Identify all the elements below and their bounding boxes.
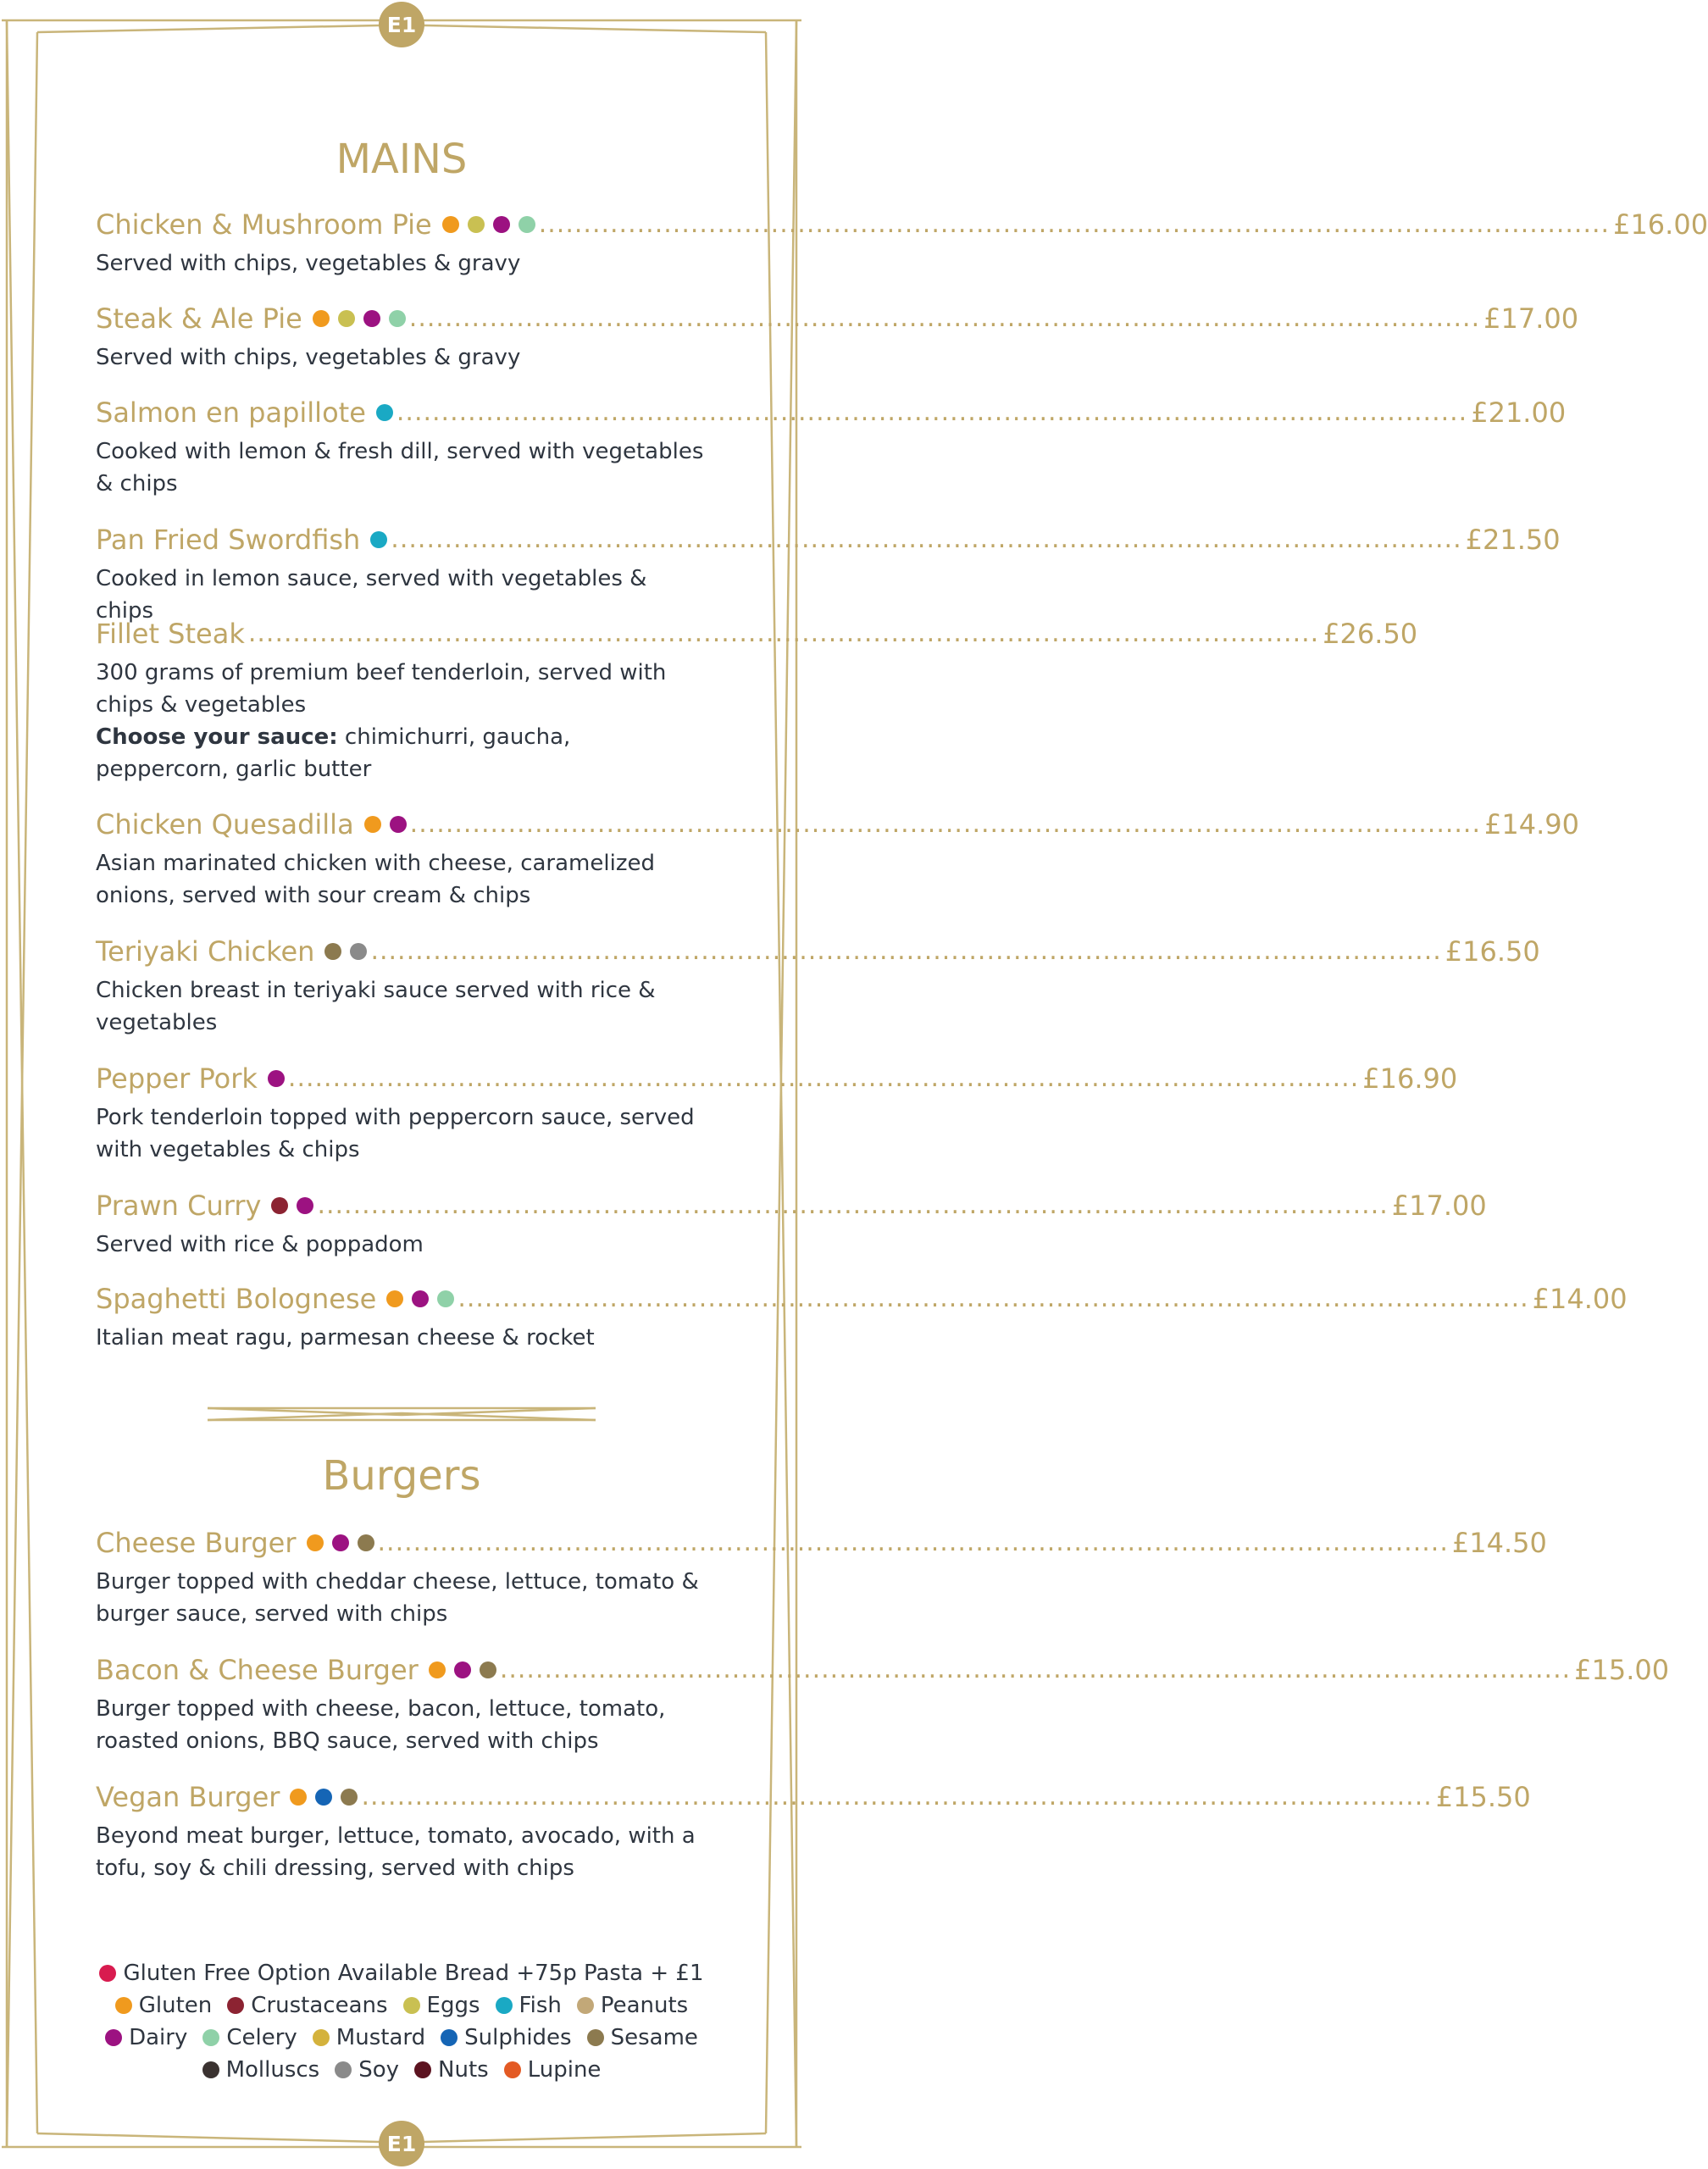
sauce-choice: [96, 721, 706, 785]
menu-item-header: [96, 207, 1708, 242]
sauce-choice-options: chimichurri, gaucha, peppercorn, garlic butter: [96, 724, 571, 782]
dot-leader: ........................................................................................................................: [408, 303, 1481, 333]
allergen-dot-icon: [364, 816, 381, 833]
menu-item-header: [96, 522, 1561, 558]
menu-item-description-text: Served with chips, vegetables & gravy: [96, 345, 521, 370]
section-title-mains: MAINS: [336, 136, 468, 183]
menu-item-description-text: Cooked in lemon sauce, served with vegetables & chips: [96, 566, 647, 624]
allergen-dots: [324, 943, 367, 960]
menu-item: [96, 522, 1561, 627]
legend-dot-icon: [587, 2029, 604, 2046]
menu-item-header: [96, 1525, 1547, 1561]
allergen-dots: [290, 1789, 358, 1806]
dot-leader: ........................................................................................................................: [317, 1190, 1389, 1220]
allergen-dot-icon: [271, 1197, 288, 1214]
menu-item-price: £15.00: [1574, 1654, 1670, 1686]
legend-entry: [202, 2022, 297, 2054]
legend-entry: [496, 1989, 562, 2022]
legend-row: [51, 2054, 752, 2086]
menu-item-name: Pan Fried Swordfish: [96, 524, 361, 556]
dot-leader: ........................................................................................................................: [377, 1528, 1449, 1557]
allergen-dot-icon: [412, 1290, 429, 1307]
menu-item-name: Chicken & Mushroom Pie: [96, 208, 432, 241]
menu-item-header: [96, 1652, 1670, 1688]
dot-leader: ........................................................................................................................: [409, 809, 1482, 839]
allergen-dots: [429, 1661, 496, 1678]
legend-label: Lupine: [527, 2057, 602, 2083]
legend-entry: [313, 2022, 425, 2054]
menu-item-price: £21.00: [1471, 397, 1567, 429]
legend-label: Dairy: [129, 2025, 188, 2050]
legend-dot-icon: [441, 2029, 458, 2046]
legend-entry: [202, 2054, 320, 2086]
menu-item: [96, 1281, 1628, 1354]
menu-item-name: Bacon & Cheese Burger: [96, 1654, 419, 1686]
legend-label: Gluten: [138, 1993, 213, 2018]
allergen-dot-icon: [429, 1661, 446, 1678]
legend-label: Fish: [518, 1993, 562, 2018]
allergen-dots: [313, 310, 406, 327]
dot-leader: ........................................................................................................................: [370, 936, 1442, 966]
menu-item-name: Steak & Ale Pie: [96, 302, 302, 335]
menu-item-name: Spaghetti Bolognese: [96, 1283, 377, 1315]
legend-dot-icon: [99, 1965, 116, 1982]
menu-item-description: [96, 657, 706, 721]
menu-item-header: [96, 1779, 1531, 1815]
legend-entry: [441, 2022, 571, 2054]
allergen-dot-icon: [376, 404, 393, 421]
menu-item-price: £14.90: [1484, 808, 1579, 840]
legend-label: Celery: [226, 2025, 297, 2050]
allergen-dot-icon: [518, 216, 535, 233]
legend-entry: [414, 2054, 489, 2086]
legend-dot-icon: [504, 2061, 521, 2078]
menu-item-header: [96, 616, 1418, 652]
menu-item-name: Prawn Curry: [96, 1190, 262, 1222]
menu-item-description-text: Asian marinated chicken with cheese, caramelized onions, served with sour cream & chips: [96, 851, 655, 908]
menu-item: [96, 301, 1579, 374]
allergen-dot-icon: [338, 310, 355, 327]
dot-leader: ........................................................................................................................: [391, 524, 1462, 554]
menu-item-description: [96, 847, 706, 912]
allergen-dot-icon: [324, 943, 341, 960]
legend-label: Molluscs: [225, 2057, 320, 2083]
allergen-dot-icon: [389, 310, 406, 327]
legend-row: [51, 1957, 752, 1989]
menu-page-badge-bottom: E1: [379, 2121, 424, 2166]
menu-page-badge: E1: [379, 2, 424, 47]
menu-item-price: £16.00: [1613, 208, 1708, 241]
menu-item-description-text: Burger topped with cheese, bacon, lettuce, tomato, roasted onions, BBQ sauce, served with chips: [96, 1696, 666, 1754]
menu-item-description-text: Chicken breast in teriyaki sauce served with rice & vegetables: [96, 978, 656, 1035]
legend-dot-icon: [403, 1997, 420, 2014]
dot-leader: ........................................................................................................................: [361, 1782, 1433, 1811]
allergen-dot-icon: [315, 1789, 332, 1806]
menu-item-price: £21.50: [1465, 524, 1561, 556]
legend-dot-icon: [202, 2029, 219, 2046]
menu-item-description: [96, 247, 706, 280]
allergen-dot-icon: [363, 310, 380, 327]
menu-item: [96, 934, 1540, 1039]
legend-dot-icon: [115, 1997, 132, 2014]
menu-item-description-text: Cooked with lemon & fresh dill, served with vegetables & chips: [96, 439, 704, 496]
dot-leader: ........................................................................................................................: [247, 619, 1320, 648]
menu-item-description-text: Pork tenderloin topped with peppercorn sauce, served with vegetables & chips: [96, 1105, 695, 1162]
dot-leader: ........................................................................................................................: [458, 1284, 1529, 1313]
menu-item-header: [96, 301, 1579, 336]
allergen-dot-icon: [468, 216, 485, 233]
legend-label: Crustaceans: [251, 1993, 388, 2018]
legend-dot-icon: [227, 1997, 244, 2014]
menu-item: [96, 807, 1579, 912]
allergen-dot-icon: [493, 216, 510, 233]
legend-entry: [403, 1989, 480, 2022]
menu-item-name: Vegan Burger: [96, 1781, 280, 1813]
legend-entry: [99, 1957, 703, 1989]
allergen-dot-icon: [437, 1290, 454, 1307]
sauce-choice-label: Choose your sauce:: [96, 724, 338, 750]
menu-item-header: [96, 1281, 1628, 1317]
menu-item: [96, 1525, 1547, 1630]
menu-item: [96, 1188, 1487, 1261]
menu-item-name: Fillet Steak: [96, 618, 245, 650]
menu-item-name: Teriyaki Chicken: [96, 935, 315, 968]
allergen-dot-icon: [390, 816, 407, 833]
menu-item-description-text: Beyond meat burger, lettuce, tomato, avocado, with a tofu, soy & chili dressing, served with chips: [96, 1823, 696, 1881]
allergen-dot-icon: [341, 1789, 358, 1806]
allergen-dots: [370, 531, 387, 548]
allergen-dots: [364, 816, 407, 833]
dot-leader: ........................................................................................................................: [499, 1655, 1572, 1684]
legend-entry: [105, 2022, 187, 2054]
dot-leader: ........................................................................................................................: [396, 397, 1468, 427]
section-divider: [208, 1403, 596, 1425]
menu-item-price: £16.50: [1445, 935, 1540, 968]
allergen-dots: [307, 1534, 374, 1551]
legend-dot-icon: [496, 1997, 513, 2014]
menu-item: [96, 616, 1418, 785]
menu-item-name: Cheese Burger: [96, 1527, 297, 1559]
legend-entry: [577, 1989, 688, 2022]
menu-item-header: [96, 395, 1567, 430]
legend-label: Sesame: [610, 2025, 698, 2050]
allergen-dot-icon: [454, 1661, 471, 1678]
legend-label: Sulphides: [464, 2025, 572, 2050]
menu-item: [96, 1652, 1670, 1757]
allergen-dots: [376, 404, 393, 421]
menu-item-header: [96, 807, 1579, 842]
menu-item-description: [96, 974, 706, 1039]
legend-label: Peanuts: [600, 1993, 689, 2018]
legend-label: Nuts: [438, 2057, 489, 2083]
allergen-dot-icon: [358, 1534, 374, 1551]
legend-dot-icon: [335, 2061, 352, 2078]
allergen-dot-icon: [442, 216, 459, 233]
menu-item-header: [96, 1061, 1458, 1096]
legend-entry: [335, 2054, 399, 2086]
allergen-dots: [442, 216, 535, 233]
menu-item-description-text: 300 grams of premium beef tenderloin, served with chips & vegetables: [96, 660, 667, 718]
allergen-legend: [51, 1957, 752, 2086]
menu-item-price: £15.50: [1435, 1781, 1531, 1813]
menu-item: [96, 1061, 1458, 1166]
legend-row: [51, 2022, 752, 2054]
allergen-dots: [268, 1070, 285, 1087]
allergen-dot-icon: [313, 310, 330, 327]
menu-item-price: £14.50: [1451, 1527, 1547, 1559]
allergen-dot-icon: [268, 1070, 285, 1087]
menu-item-description: [96, 1566, 706, 1630]
menu-item-description-text: Burger topped with cheddar cheese, lettuce, tomato & burger sauce, served with chips: [96, 1569, 699, 1627]
menu-item-description-text: Served with chips, vegetables & gravy: [96, 251, 521, 276]
allergen-dot-icon: [332, 1534, 349, 1551]
legend-dot-icon: [577, 1997, 594, 2014]
menu-item-name: Pepper Pork: [96, 1062, 258, 1095]
legend-dot-icon: [414, 2061, 431, 2078]
legend-dot-icon: [105, 2029, 122, 2046]
legend-label: Eggs: [426, 1993, 480, 2018]
allergen-dot-icon: [480, 1661, 496, 1678]
legend-entry: [504, 2054, 602, 2086]
menu-item-description: [96, 341, 706, 374]
menu-item-description: [96, 1693, 706, 1757]
menu-item-header: [96, 934, 1540, 969]
legend-dot-icon: [313, 2029, 330, 2046]
legend-entry: [115, 1989, 213, 2022]
legend-dot-icon: [202, 2061, 219, 2078]
menu-item-header: [96, 1188, 1487, 1223]
menu-item-description: [96, 1820, 706, 1884]
legend-entry: [227, 1989, 387, 2022]
legend-entry: [587, 2022, 698, 2054]
menu-item-price: £17.00: [1483, 302, 1579, 335]
allergen-dot-icon: [386, 1290, 403, 1307]
section-title-burgers: Burgers: [322, 1452, 481, 1500]
allergen-dot-icon: [290, 1789, 307, 1806]
menu-item-name: Salmon en papillote: [96, 397, 366, 429]
dot-leader: ........................................................................................................................: [287, 1063, 1360, 1093]
legend-row: [51, 1989, 752, 2022]
allergen-dot-icon: [297, 1197, 313, 1214]
menu-item-description-text: Italian meat ragu, parmesan cheese & rocket: [96, 1325, 595, 1351]
menu-item-description: [96, 1229, 706, 1261]
menu-item: [96, 395, 1567, 500]
allergen-dot-icon: [350, 943, 367, 960]
allergen-dots: [271, 1197, 313, 1214]
menu-item-description: [96, 1322, 706, 1354]
menu-item-description-text: Served with rice & poppadom: [96, 1232, 424, 1257]
menu-item: [96, 1779, 1531, 1884]
menu-item-price: £16.90: [1362, 1062, 1458, 1095]
menu-item-price: £17.00: [1391, 1190, 1487, 1222]
menu-item: [96, 207, 1708, 280]
legend-label: Soy: [358, 2057, 400, 2083]
menu-item-price: £14.00: [1532, 1283, 1628, 1315]
menu-item-name: Chicken Quesadilla: [96, 808, 354, 840]
dot-leader: ........................................................................................................................: [538, 209, 1611, 239]
legend-label: Mustard: [336, 2025, 426, 2050]
menu-item-price: £26.50: [1323, 618, 1418, 650]
allergen-dot-icon: [307, 1534, 324, 1551]
legend-label: Gluten Free Option Available Bread +75p Pasta + £1: [123, 1961, 704, 1986]
menu-item-description: [96, 1101, 706, 1166]
allergen-dots: [386, 1290, 454, 1307]
allergen-dot-icon: [370, 531, 387, 548]
menu-item-description: [96, 435, 706, 500]
